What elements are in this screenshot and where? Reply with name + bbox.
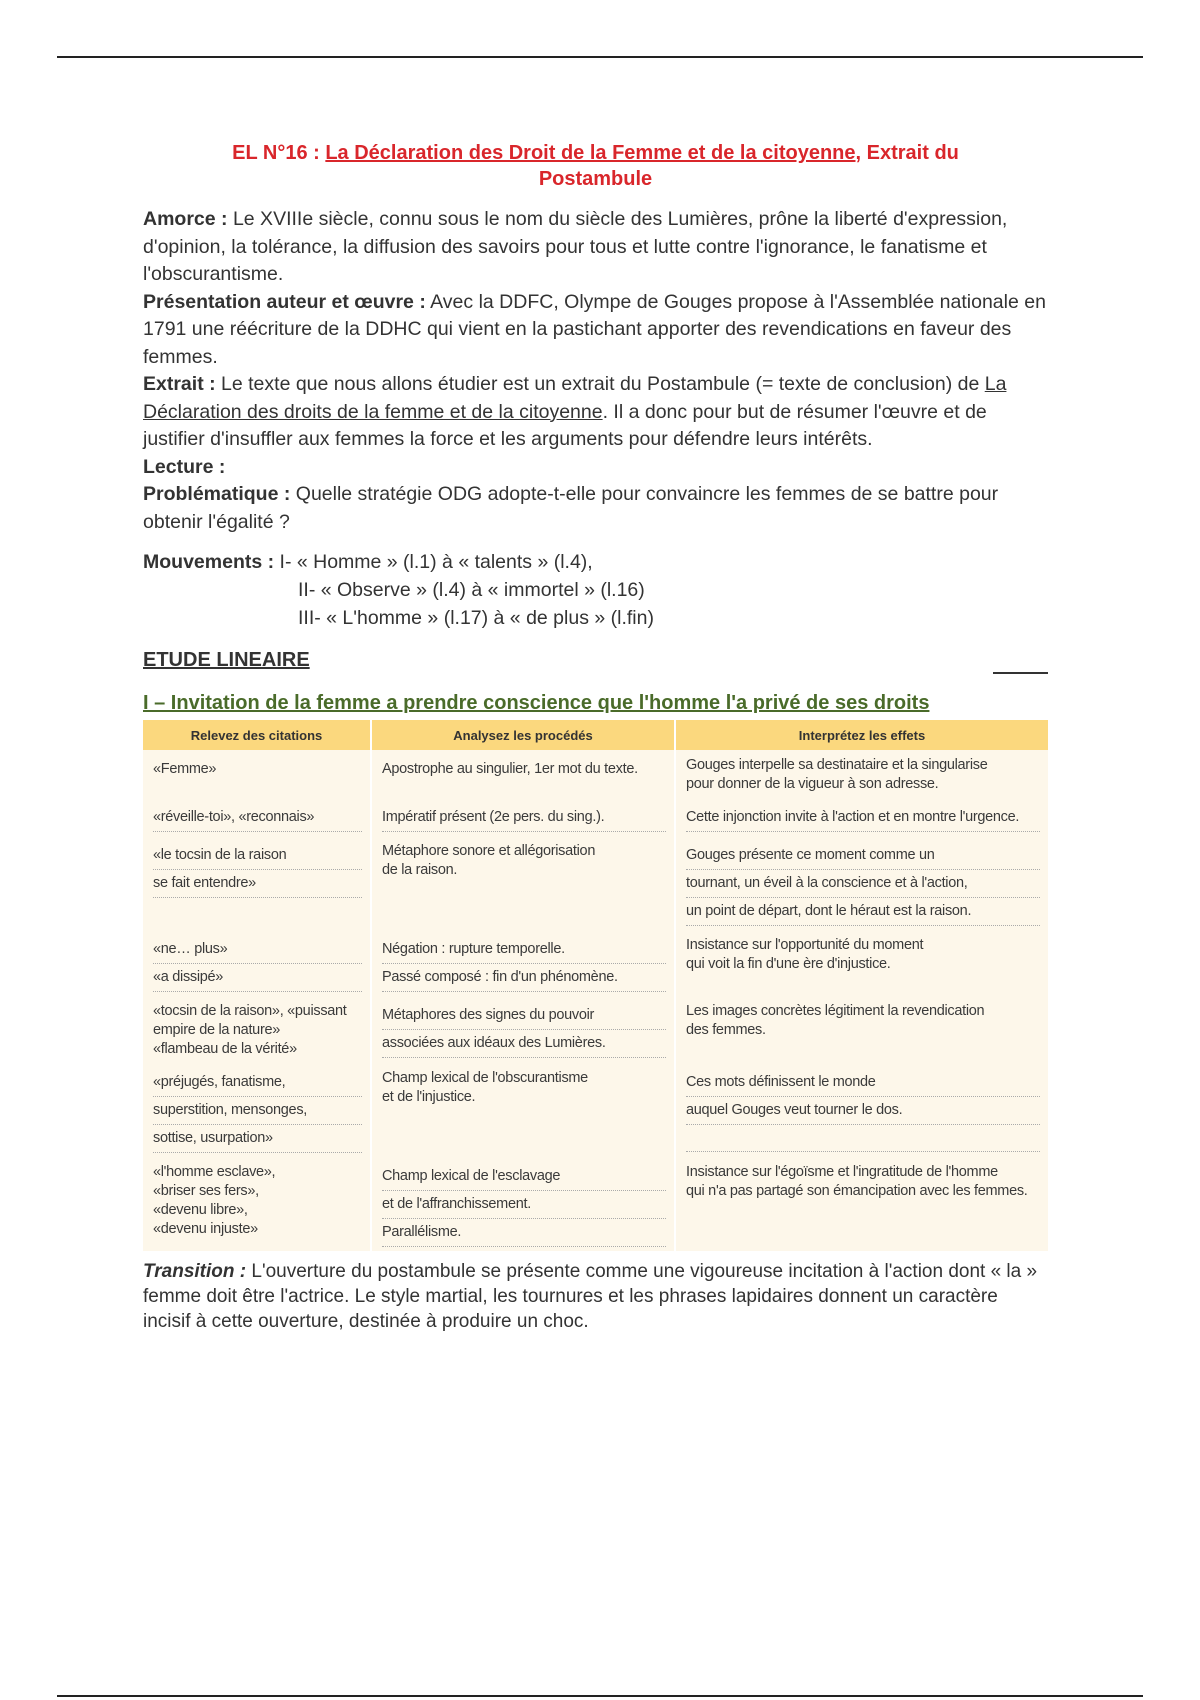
citation-cell (143, 798, 371, 836)
citation-line: «a dissipé» (153, 964, 362, 992)
effet-cell (675, 930, 1048, 996)
top-rule (57, 56, 1143, 58)
citation-line: «briser ses fers», (153, 1183, 259, 1199)
effet-cell (675, 996, 1048, 1063)
mouvements-label: Mouvements : (143, 551, 275, 573)
procede-cell (371, 930, 675, 996)
procede-cell (371, 798, 675, 836)
procede-line: Apostrophe au singulier, 1er mot du texte. (382, 761, 638, 777)
procede-cell (371, 836, 675, 930)
citation-line: «le tocsin de la raison (153, 842, 362, 870)
effet-line: des femmes. (686, 1022, 766, 1038)
citation-line: «tocsin de la raison», «puissant (153, 1003, 347, 1019)
effet-cell (675, 836, 1048, 930)
amorce-label: Amorce : (143, 208, 228, 230)
procede-cell (371, 1157, 675, 1251)
presentation-paragraph (143, 289, 1048, 372)
effet-line: Gouges interpelle sa destinataire et la singularise (686, 757, 988, 773)
citation-line: «l'homme esclave», (153, 1164, 276, 1180)
title-work: La Déclaration des Droit de la Femme et de la citoyenne, (325, 142, 862, 164)
problematique-label: Problématique : (143, 483, 291, 505)
citation-line: «ne… plus» (153, 936, 362, 964)
citation-line: empire de la nature» (153, 1022, 280, 1038)
table-row (143, 836, 1048, 930)
title-line2: Postambule (538, 168, 653, 190)
procede-line: Métaphores des signes du pouvoir (382, 1002, 666, 1030)
effet-line: un point de départ, dont le héraut est la raison. (686, 898, 1040, 926)
table-row (143, 1063, 1048, 1157)
citation-cell (143, 1157, 371, 1251)
mouvement-item: II- « Observe » (l.4) à « immortel » (l.16) (298, 579, 645, 601)
effet-line: Les images concrètes légitiment la revendication (686, 1003, 985, 1019)
mouvements-block (143, 548, 1048, 632)
column-header-citations: Relevez des citations (143, 720, 371, 750)
effet-line: qui n'a pas partagé son émancipation avec les femmes. (686, 1183, 1028, 1199)
transition-paragraph (143, 1259, 1048, 1334)
heading-rule (993, 672, 1048, 674)
effet-line: Insistance sur l'opportunité du moment (686, 937, 924, 953)
transition-text: L'ouverture du postambule se présente comme une vigoureuse incitation à l'action dont « la » femme doit être l'actrice. Le style martial, les tournures et les phrases lapidaires donnent un caractère incisif à cette ouverture, destinée à produire un choc. (143, 1261, 1038, 1332)
effet-cell (675, 1157, 1048, 1251)
extrait-work-title: La Déclaration des droits de la femme et de la citoyenne (143, 373, 1007, 423)
blank-line (686, 1125, 1040, 1152)
citation-line: «réveille-toi», «reconnais» (153, 804, 362, 832)
procede-line: de la raison. (382, 862, 458, 878)
extrait-text-end: . Il a donc pour but de résumer l'œuvre et de justifier d'insuffler aux femmes la force et les arguments pour défendre leurs intérêts. (143, 400, 987, 450)
amorce-text: Le XVIIIe siècle, connu sous le nom du siècle des Lumières, prône la liberté d'expression, d'opinion, la tolérance, la diffusion des savoirs pour tous et lutte contre l'ignorance, le fanatisme et l'obscurantisme. (143, 208, 1008, 285)
procede-line: Métaphore sonore et allégorisation (382, 843, 596, 859)
transition-label: Transition : (143, 1261, 247, 1282)
problematique-paragraph (143, 481, 1048, 536)
table-row (143, 930, 1048, 996)
etude-heading: ETUDE LINEAIRE (143, 649, 310, 671)
extrait-text: Le texte que nous allons étudier est un extrait du Postambule (= texte de conclusion) de (215, 373, 985, 395)
citation-cell (143, 996, 371, 1063)
citation-cell (143, 836, 371, 930)
effet-line: Cette injonction invite à l'action et en montre l'urgence. (686, 804, 1040, 832)
mouvement-item: I- « Homme » (l.1) à « talents » (l.4), (274, 551, 593, 573)
procede-line: et de l'injustice. (382, 1089, 476, 1105)
presentation-label: Présentation auteur et œuvre : (143, 290, 426, 313)
problematique-text: Quelle stratégie ODG adopte-t-elle pour convaincre les femmes de se battre pour obtenir l'égalité ? (143, 483, 999, 533)
lecture-paragraph (143, 454, 1048, 482)
procede-line: associées aux idéaux des Lumières. (382, 1030, 666, 1058)
extrait-paragraph (143, 371, 1048, 454)
citation-line: «Femme» (153, 761, 217, 777)
procede-cell (371, 1063, 675, 1157)
effet-cell (675, 798, 1048, 836)
table-row (143, 750, 1048, 798)
procede-line: Impératif présent (2e pers. du sing.). (382, 804, 666, 832)
table-row (143, 1157, 1048, 1251)
document-page (143, 140, 1048, 1353)
document-title (143, 140, 1048, 192)
presentation-text: Avec la DDFC, Olympe de Gouges propose à l'Assemblée nationale en 1791 une réécriture de la DDHC qui vient en la pastichant apporter des revendications en faveur des femmes. (143, 290, 1046, 368)
citation-line: sottise, usurpation» (153, 1125, 362, 1153)
effet-line: Gouges présente ce moment comme un (686, 842, 1040, 870)
extrait-label: Extrait : (143, 373, 216, 395)
amorce-paragraph (143, 206, 1048, 289)
procede-line: Champ lexical de l'esclavage (382, 1163, 666, 1191)
citation-line: «flambeau de la vérité» (153, 1041, 297, 1057)
procede-line: Champ lexical de l'obscurantisme (382, 1070, 588, 1086)
etude-heading-row (143, 646, 1048, 674)
effet-line: pour donner de la vigueur à son adresse. (686, 776, 939, 792)
effet-line: Ces mots définissent le monde (686, 1069, 1040, 1097)
citation-line: «préjugés, fanatisme, (153, 1069, 362, 1097)
effet-line: Insistance sur l'égoïsme et l'ingratitude de l'homme (686, 1164, 998, 1180)
table-row (143, 798, 1048, 836)
table-header-row (143, 720, 1048, 750)
citation-line: «devenu injuste» (153, 1221, 258, 1237)
lecture-label: Lecture : (143, 455, 226, 478)
column-header-effets: Interprétez les effets (675, 720, 1048, 750)
section-heading: I – Invitation de la femme a prendre conscience que l'homme l'a privé de ses droits (143, 692, 930, 714)
effet-line: tournant, un éveil à la conscience et à l'action, (686, 870, 1040, 898)
title-prefix: EL N°16 : (232, 142, 326, 164)
citation-line: «devenu libre», (153, 1202, 248, 1218)
procede-line: Négation : rupture temporelle. (382, 936, 666, 964)
citation-cell (143, 930, 371, 996)
effet-line: auquel Gouges veut tourner le dos. (686, 1097, 1040, 1125)
citation-line: superstition, mensonges, (153, 1097, 362, 1125)
citation-cell (143, 1063, 371, 1157)
procede-cell (371, 750, 675, 798)
procede-line: et de l'affranchissement. (382, 1191, 666, 1219)
procede-line: Parallélisme. (382, 1219, 666, 1247)
column-header-procedes: Analysez les procédés (371, 720, 675, 750)
effet-line: qui voit la fin d'une ère d'injustice. (686, 956, 891, 972)
title-suffix: Extrait du (861, 142, 959, 164)
effet-cell (675, 1063, 1048, 1157)
bottom-rule (57, 1695, 1143, 1697)
table-row (143, 996, 1048, 1063)
citation-line: se fait entendre» (153, 870, 362, 898)
procede-cell (371, 996, 675, 1063)
procede-line: Passé composé : fin d'un phénomène. (382, 964, 666, 992)
analysis-table (143, 720, 1048, 1251)
effet-cell (675, 750, 1048, 798)
mouvement-item: III- « L'homme » (l.17) à « de plus » (l.fin) (298, 607, 654, 629)
citation-cell (143, 750, 371, 798)
